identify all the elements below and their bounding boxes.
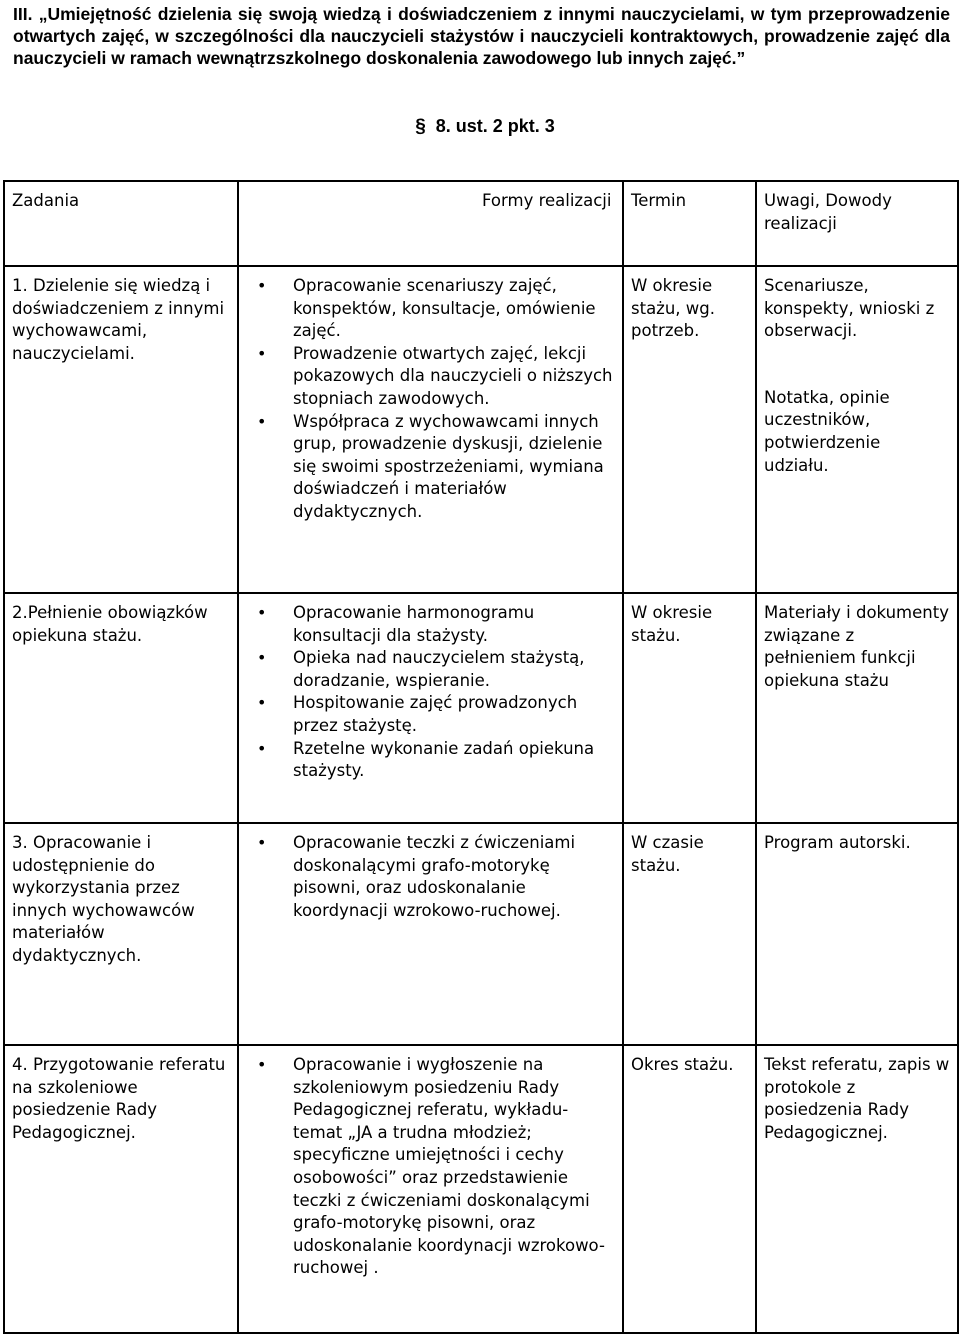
- column-header-term: Termin: [623, 181, 756, 266]
- task-cell: 4. Przygotowanie referatu na szkoleniowe posiedzenie Rady Pedagogicznej.: [4, 1045, 238, 1333]
- table-row: [4, 593, 958, 823]
- forms-cell: [238, 266, 623, 593]
- term-cell: W okresie stażu, wg. potrzeb.: [623, 266, 756, 593]
- paragraph-reference-text: 8. ust. 2 pkt. 3: [435, 116, 555, 136]
- list-item: • Opracowanie scenariuszy zajęć, konspektów, konsultacje, omówienie zajęć.: [246, 275, 615, 343]
- notes-cell: [756, 266, 958, 593]
- column-header-notes: Uwagi, Dowody realizacji: [756, 181, 958, 266]
- column-header-forms: Formy realizacji: [238, 181, 623, 266]
- notes-cell: [756, 593, 958, 823]
- note-text: Materiały i dokumenty związane z pełnieniem funkcji opiekuna stażu: [764, 603, 949, 690]
- paragraph-reference: [0, 114, 960, 139]
- column-header-tasks: Zadania: [4, 181, 238, 266]
- table-row: [4, 266, 958, 593]
- forms-cell: [238, 823, 623, 1045]
- list-item: • Opracowanie teczki z ćwiczeniami doskonalącymi grafo-motorykę pisowni, oraz udoskonalanie koordynacji wzrokowo-ruchowej.: [246, 832, 615, 922]
- list-item: • Rzetelne wykonanie zadań opiekuna stażysty.: [246, 738, 615, 783]
- list-item: • Współpraca z wychowawcami innych grup, prowadzenie dyskusji, dzielenie się swoimi spostrzeżeniami, wymiana doświadczeń i materiałów dydaktycznych.: [246, 411, 615, 524]
- list-item: • Opracowanie i wygłoszenie na szkoleniowym posiedzeniu Rady Pedagogicznej referatu, wykładu-temat „JA a trudna młodzież; specyficzne umiejętności i cechy osobowości” oraz przedstawienie teczki z ćwiczeniami doskonalącymi grafo-motorykę pisowni, oraz udoskonalanie koordynacji wzrokowo-ruchowej .: [246, 1054, 615, 1280]
- note-text: Program autorski.: [764, 833, 911, 852]
- task-cell: 3. Opracowanie i udostępnienie do wykorzystania przez innych wychowawców materiałów dydaktycznych.: [4, 823, 238, 1045]
- development-plan-table: [3, 180, 959, 1334]
- notes-cell: [756, 1045, 958, 1333]
- task-cell: 1. Dzielenie się wiedzą i doświadczeniem z innymi wychowawcami, nauczycielami.: [4, 266, 238, 593]
- table-row: [4, 1045, 958, 1333]
- table-row: [4, 823, 958, 1045]
- list-item: • Hospitowanie zajęć prowadzonych przez stażystę.: [246, 692, 615, 737]
- forms-cell: [238, 1045, 623, 1333]
- forms-cell: [238, 593, 623, 823]
- list-item: • Opieka nad nauczycielem stażystą, doradzanie, wspieranie.: [246, 647, 615, 692]
- list-item: • Prowadzenie otwartych zajęć, lekcji pokazowych dla nauczycieli o niższych stopniach zawodowych.: [246, 343, 615, 411]
- note-text: Tekst referatu, zapis w protokole z posiedzenia Rady Pedagogicznej.: [764, 1055, 950, 1142]
- section-heading: III. „Umiejętność dzielenia się swoją wiedzą i doświadczeniem z innymi nauczycielami, w tym przeprowadzenie otwartych zajęć, w szczególności dla nauczycieli stażystów i nauczycieli kontraktowych, prowadzenie zajęć dla nauczycieli w ramach wewnątrzszkolnego doskonalenia zawodowego lub innych zajęć.”: [13, 4, 950, 68]
- paragraph-symbol: §: [415, 116, 426, 137]
- notes-cell: [756, 823, 958, 1045]
- table-header-row: [4, 181, 958, 266]
- list-item: • Opracowanie harmonogramu konsultacji dla stażysty.: [246, 602, 615, 647]
- term-cell: Okres stażu.: [623, 1045, 756, 1333]
- note-text: Scenariusze, konspekty, wnioski z obserwacji.: [764, 276, 935, 341]
- task-cell: 2.Pełnienie obowiązków opiekuna stażu.: [4, 593, 238, 823]
- note-text: Notatka, opinie uczestników, potwierdzenie udziału.: [764, 387, 890, 475]
- term-cell: W czasie stażu.: [623, 823, 756, 1045]
- term-cell: W okresie stażu.: [623, 593, 756, 823]
